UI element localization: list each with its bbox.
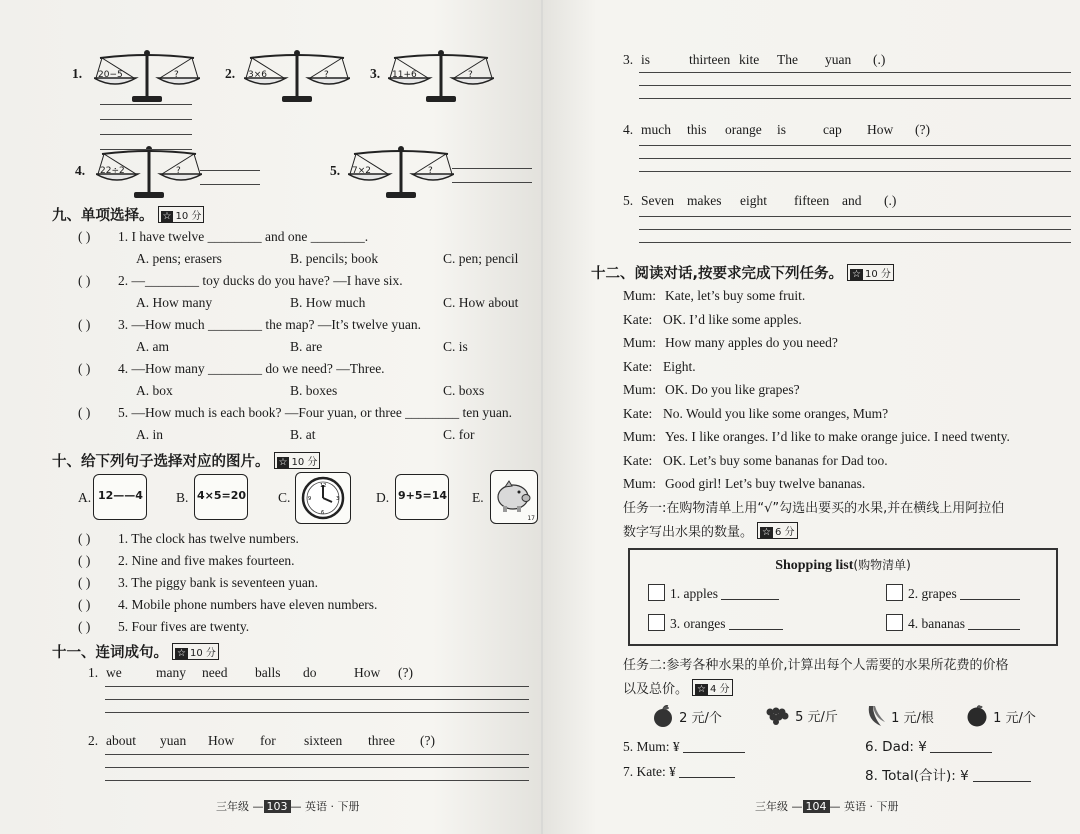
utterance: Yes. I like oranges. I’d like to make orange juice. I need twenty. bbox=[665, 429, 1010, 444]
word-card: yuan bbox=[160, 733, 187, 748]
picture-b-content: 4×5=20 bbox=[197, 489, 247, 502]
section-11-heading bbox=[52, 641, 219, 662]
picture-a-content: 12——4 bbox=[98, 489, 143, 502]
answer-line[interactable] bbox=[105, 712, 529, 713]
task-1-instruction: 任务一:在购物清单上用“√”勾选出要买的水果,并在横线上用阿拉伯 bbox=[623, 501, 1005, 516]
question-stem: 1. I have twelve ________ and one ________. bbox=[118, 229, 369, 244]
balance-scale-icon bbox=[244, 48, 350, 106]
picture-letter: D. bbox=[376, 490, 390, 505]
scale-left-value: 22÷2 bbox=[100, 166, 125, 176]
score-badge: ☆ 10 分 bbox=[847, 264, 894, 281]
answer-line[interactable] bbox=[639, 216, 1071, 217]
speaker: Kate: bbox=[623, 312, 653, 327]
word-card: (.) bbox=[873, 52, 886, 67]
utterance: OK. Do you like grapes? bbox=[665, 382, 800, 397]
score-badge: ☆ 6 分 bbox=[757, 522, 798, 539]
answer-blank[interactable] bbox=[683, 740, 745, 753]
sentence: 4. Mobile phone numbers have eleven numbers. bbox=[118, 597, 378, 612]
answer-line[interactable] bbox=[200, 184, 260, 185]
word-card: cap bbox=[823, 122, 842, 137]
footer-subject: — 英语 · 下册 bbox=[290, 800, 360, 813]
word-card: this bbox=[687, 122, 707, 137]
scale-number: 2. bbox=[225, 66, 236, 81]
answer-line[interactable] bbox=[100, 149, 192, 150]
answer-line[interactable] bbox=[639, 171, 1071, 172]
word-card: makes bbox=[687, 193, 722, 208]
option-c: C. is bbox=[443, 339, 468, 354]
speaker: Mum: bbox=[623, 382, 657, 397]
shopping-item-bananas[interactable]: 4. bananas bbox=[886, 614, 1020, 632]
word-card: How bbox=[354, 665, 381, 680]
picture-a bbox=[93, 474, 147, 520]
answer-paren: ( ) bbox=[78, 229, 91, 244]
answer-kate[interactable]: 7. Kate: ¥ bbox=[623, 764, 735, 780]
option-c: C. pen; pencil bbox=[443, 251, 519, 266]
word-card: yuan bbox=[825, 52, 852, 67]
section-9-heading bbox=[52, 204, 204, 225]
answer-line[interactable] bbox=[105, 767, 529, 768]
question-number: 3. bbox=[623, 52, 634, 67]
speaker: Kate: bbox=[623, 453, 653, 468]
task-1-instruction-2: 数字写出水果的数量。 ☆ 6 分 bbox=[623, 521, 798, 540]
apple-icon bbox=[651, 704, 675, 728]
answer-blank[interactable] bbox=[968, 617, 1020, 630]
answer-line[interactable] bbox=[639, 72, 1071, 73]
answer-paren: ( ) bbox=[78, 597, 91, 612]
price-tag: 17 bbox=[527, 515, 535, 522]
word-card: Seven bbox=[641, 193, 674, 208]
scale-left-value: 20−5 bbox=[98, 70, 123, 80]
page-footer bbox=[755, 798, 899, 814]
speaker: Mum: bbox=[623, 335, 657, 350]
answer-line[interactable] bbox=[100, 119, 192, 120]
word-card: about bbox=[106, 733, 136, 748]
word-card: is bbox=[777, 122, 787, 137]
question-stem: 5. —How much is each book? —Four yuan, or three ________ ten yuan. bbox=[118, 405, 513, 420]
footer-grade: 三年级 — bbox=[216, 800, 264, 813]
orange-icon bbox=[965, 704, 989, 728]
word-card: The bbox=[777, 52, 798, 67]
svg-text:3: 3 bbox=[336, 496, 340, 502]
balance-scale-icon bbox=[348, 144, 454, 202]
footer-grade: 三年级 — bbox=[755, 800, 803, 813]
utterance: Good girl! Let’s buy twelve bananas. bbox=[665, 476, 866, 491]
scale-number: 4. bbox=[75, 163, 86, 178]
answer-line[interactable] bbox=[639, 85, 1071, 86]
answer-line[interactable] bbox=[639, 158, 1071, 159]
shopping-item-apples[interactable]: 1. apples bbox=[648, 584, 779, 602]
page-number: 104 bbox=[803, 800, 830, 813]
question-number: 2. bbox=[88, 733, 99, 748]
utterance: Kate, let’s buy some fruit. bbox=[665, 288, 806, 303]
answer-dad[interactable]: 6. Dad: ¥ bbox=[865, 739, 992, 755]
word-card: and bbox=[842, 193, 862, 208]
question-number: 4. bbox=[623, 122, 634, 137]
scale-right-value: ? bbox=[174, 70, 179, 80]
svg-text:9: 9 bbox=[308, 496, 312, 502]
word-card: orange bbox=[725, 122, 762, 137]
option-b: B. pencils; book bbox=[290, 251, 379, 266]
picture-letter: C. bbox=[278, 490, 291, 505]
section-12-heading bbox=[591, 262, 894, 283]
grapes-icon bbox=[765, 704, 791, 726]
section-10-heading bbox=[52, 450, 320, 471]
word-card: we bbox=[106, 665, 122, 680]
scale-right-value: ? bbox=[176, 166, 181, 176]
answer-total[interactable]: 8. Total(合计): ¥ bbox=[865, 764, 1031, 784]
sentence: 3. The piggy bank is seventeen yuan. bbox=[118, 575, 318, 590]
apple-price: 2 元/个 bbox=[651, 704, 722, 728]
scale-left-value: 3×6 bbox=[248, 70, 267, 80]
utterance: How many apples do you need? bbox=[665, 335, 838, 350]
picture-d-content: 9+5=14 bbox=[398, 489, 448, 502]
scale-right-value: ? bbox=[324, 70, 329, 80]
option-b: B. at bbox=[290, 427, 316, 442]
answer-line[interactable] bbox=[639, 229, 1071, 230]
answer-blank[interactable] bbox=[721, 587, 779, 600]
score-badge: ☆ 10 分 bbox=[158, 206, 205, 223]
banana-price: 1 元/根 bbox=[865, 704, 934, 728]
word-card: sixteen bbox=[304, 733, 343, 748]
answer-line[interactable] bbox=[105, 780, 529, 781]
scale-left-value: 11+6 bbox=[392, 70, 417, 80]
word-card: many bbox=[156, 665, 186, 680]
clock-icon bbox=[296, 473, 350, 523]
checkbox[interactable] bbox=[648, 584, 665, 601]
answer-paren: ( ) bbox=[78, 317, 91, 332]
answer-line[interactable] bbox=[105, 754, 529, 755]
answer-line[interactable] bbox=[105, 699, 529, 700]
utterance: OK. I’d like some apples. bbox=[663, 312, 802, 327]
answer-paren: ( ) bbox=[78, 361, 91, 376]
score-badge: ☆ 10 分 bbox=[274, 452, 321, 469]
word-card: much bbox=[641, 122, 671, 137]
scale-number: 1. bbox=[72, 66, 83, 81]
section-title: 十二、阅读对话,按要求完成下列任务。 bbox=[591, 266, 844, 282]
word-card: thirteen bbox=[689, 52, 731, 67]
speaker: Kate: bbox=[623, 406, 653, 421]
word-card: need bbox=[202, 665, 228, 680]
word-card: fifteen bbox=[794, 193, 830, 208]
section-title: 十一、连词成句。 bbox=[52, 645, 168, 661]
answer-mum[interactable]: 5. Mum: ¥ bbox=[623, 739, 745, 755]
answer-line[interactable] bbox=[639, 98, 1071, 99]
picture-letter: A. bbox=[78, 490, 92, 505]
sentence: 5. Four fives are twenty. bbox=[118, 619, 250, 634]
checkbox[interactable] bbox=[886, 614, 903, 631]
shopping-list-title: Shopping list(购物清单) bbox=[775, 558, 911, 573]
option-c: C. How about bbox=[443, 295, 519, 310]
grapes-price: 5 元/斤 bbox=[765, 704, 838, 726]
answer-paren: ( ) bbox=[78, 273, 91, 288]
word-card: (?) bbox=[420, 733, 435, 748]
answer-line[interactable] bbox=[639, 242, 1071, 243]
option-b: B. How much bbox=[290, 295, 366, 310]
orange-price: 1 元/个 bbox=[965, 704, 1036, 728]
word-card: three bbox=[368, 733, 395, 748]
answer-blank[interactable] bbox=[973, 769, 1031, 782]
word-card: (?) bbox=[915, 122, 930, 137]
answer-paren: ( ) bbox=[78, 405, 91, 420]
utterance: No. Would you like some oranges, Mum? bbox=[663, 406, 889, 421]
picture-d bbox=[395, 474, 449, 520]
answer-blank[interactable] bbox=[930, 740, 992, 753]
footer-subject: — 英语 · 下册 bbox=[829, 800, 899, 813]
checkbox[interactable] bbox=[648, 614, 665, 631]
word-card: (.) bbox=[884, 193, 897, 208]
word-card: do bbox=[303, 665, 317, 680]
speaker: Mum: bbox=[623, 476, 657, 491]
question-stem: 2. —________ toy ducks do you have? —I have six. bbox=[118, 273, 403, 288]
answer-paren: ( ) bbox=[78, 619, 91, 634]
speaker: Mum: bbox=[623, 288, 657, 303]
answer-line[interactable] bbox=[200, 170, 260, 171]
sentence: 2. Nine and five makes fourteen. bbox=[118, 553, 295, 568]
option-c: C. boxs bbox=[443, 383, 485, 398]
answer-paren: ( ) bbox=[78, 553, 91, 568]
scale-left-value: 7×2 bbox=[352, 166, 371, 176]
answer-line[interactable] bbox=[639, 145, 1071, 146]
answer-blank[interactable] bbox=[960, 587, 1020, 600]
section-title: 十、给下列句子选择对应的图片。 bbox=[52, 454, 270, 470]
answer-line[interactable] bbox=[452, 168, 532, 169]
word-card: How bbox=[867, 122, 894, 137]
section-title: 九、单项选择。 bbox=[52, 208, 154, 224]
answer-blank[interactable] bbox=[729, 617, 783, 630]
speaker: Kate: bbox=[623, 359, 653, 374]
right-page bbox=[543, 0, 1080, 834]
option-a: A. am bbox=[136, 339, 169, 354]
question-stem: 4. —How many ________ do we need? —Three. bbox=[118, 361, 385, 376]
option-c: C. for bbox=[443, 427, 475, 442]
score-badge: ☆ 10 分 bbox=[172, 643, 219, 660]
svg-text:6: 6 bbox=[321, 510, 325, 516]
scale-right-value: ? bbox=[428, 166, 433, 176]
option-a: A. box bbox=[136, 383, 173, 398]
scale-number: 5. bbox=[330, 163, 341, 178]
page-footer bbox=[216, 798, 360, 814]
checkbox[interactable] bbox=[886, 584, 903, 601]
option-b: B. boxes bbox=[290, 383, 338, 398]
shopping-list-box bbox=[628, 548, 1058, 646]
score-badge: ☆ 4 分 bbox=[692, 679, 733, 696]
word-card: is bbox=[641, 52, 651, 67]
option-a: A. pens; erasers bbox=[136, 251, 222, 266]
task-2-instruction: 任务二:参考各种水果的单价,计算出每个人需要的水果所花费的价格 bbox=[623, 658, 1009, 673]
answer-paren: ( ) bbox=[78, 531, 91, 546]
scale-right-value: ? bbox=[468, 70, 473, 80]
word-card: (?) bbox=[398, 665, 413, 680]
sentence: 1. The clock has twelve numbers. bbox=[118, 531, 299, 546]
picture-c-clock bbox=[295, 472, 351, 524]
utterance: Eight. bbox=[663, 359, 696, 374]
word-card: for bbox=[260, 733, 276, 748]
word-card: balls bbox=[255, 665, 281, 680]
word-card: eight bbox=[740, 193, 767, 208]
scale-number: 3. bbox=[370, 66, 381, 81]
task-2-instruction-2: 以及总价。 ☆ 4 分 bbox=[623, 678, 733, 697]
option-a: A. in bbox=[136, 427, 163, 442]
question-stem: 3. —How much ________ the map? —It’s twelve yuan. bbox=[118, 317, 421, 332]
svg-text:12: 12 bbox=[320, 483, 327, 489]
question-number: 1. bbox=[88, 665, 99, 680]
banana-icon bbox=[865, 704, 887, 728]
picture-e-piggy-bank bbox=[490, 470, 538, 524]
balance-scale-icon bbox=[96, 144, 202, 202]
word-card: kite bbox=[739, 52, 760, 67]
picture-letter: E. bbox=[472, 490, 484, 505]
option-a: A. How many bbox=[136, 295, 213, 310]
shopping-item-oranges[interactable]: 3. oranges bbox=[648, 614, 783, 632]
balance-scale-icon bbox=[388, 48, 494, 106]
answer-blank[interactable] bbox=[679, 765, 735, 778]
page-number: 103 bbox=[264, 800, 291, 813]
option-b: B. are bbox=[290, 339, 323, 354]
answer-paren: ( ) bbox=[78, 575, 91, 590]
answer-line[interactable] bbox=[105, 686, 529, 687]
answer-line[interactable] bbox=[100, 104, 192, 105]
balance-scale-icon bbox=[94, 48, 200, 106]
shopping-item-grapes[interactable]: 2. grapes bbox=[886, 584, 1020, 602]
question-number: 5. bbox=[623, 193, 634, 208]
picture-letter: B. bbox=[176, 490, 189, 505]
speaker: Mum: bbox=[623, 429, 657, 444]
answer-line[interactable] bbox=[452, 182, 532, 183]
word-card: How bbox=[208, 733, 235, 748]
utterance: OK. Let’s buy some bananas for Dad too. bbox=[663, 453, 888, 468]
answer-line[interactable] bbox=[100, 134, 192, 135]
picture-b bbox=[194, 474, 248, 520]
